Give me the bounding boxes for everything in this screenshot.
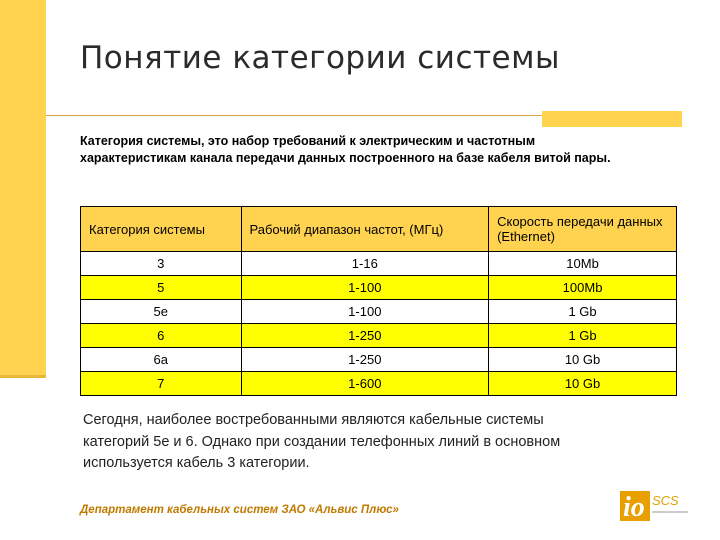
left-accent-bar-edge: [0, 375, 46, 378]
table-row: [81, 348, 677, 372]
definition-line: характеристикам канала передачи данных построенного на базе кабеля витой пары.: [80, 151, 611, 165]
cell-speed: 1 Gb: [489, 300, 677, 324]
cell-category: 6: [81, 324, 242, 348]
table-row: [81, 276, 677, 300]
header-frequency: Рабочий диапазон частот, (МГц): [241, 207, 489, 252]
cell-speed: 10 Gb: [489, 348, 677, 372]
left-accent-bar: [0, 0, 46, 378]
cell-frequency: 1-250: [241, 324, 489, 348]
header-category: Категория системы: [81, 207, 242, 252]
cell-frequency: 1-250: [241, 348, 489, 372]
table-row: [81, 372, 677, 396]
cell-speed: 1 Gb: [489, 324, 677, 348]
title-divider-accent: [542, 111, 682, 127]
summary-line: используется кабель 3 категории.: [83, 455, 310, 471]
category-table: [80, 206, 677, 396]
table-row: [81, 324, 677, 348]
table-row: [81, 252, 677, 276]
cell-frequency: 1-16: [241, 252, 489, 276]
header-speed: Скорость передачи данных (Ethernet): [489, 207, 677, 252]
cell-category: 7: [81, 372, 242, 396]
cell-category: 3: [81, 252, 242, 276]
cell-category: 5: [81, 276, 242, 300]
company-logo: [620, 487, 690, 523]
definition-line: Категория системы, это набор требований к электрическим и частотным: [80, 134, 536, 148]
summary-line: категорий 5е и 6. Однако при создании телефонных линий в основном: [83, 433, 561, 450]
summary-text: [83, 410, 643, 475]
title-divider: [46, 115, 616, 116]
cell-category: 6a: [81, 348, 242, 372]
definition-text: [80, 133, 690, 167]
page-title: Понятие категории системы: [80, 40, 560, 76]
cell-speed: 10 Gb: [489, 372, 677, 396]
table-row: [81, 300, 677, 324]
logo-main-text: io: [623, 492, 645, 523]
cell-frequency: 1-600: [241, 372, 489, 396]
table-header-row: [81, 207, 677, 252]
logo-sub-text: SCS: [652, 493, 679, 508]
cell-frequency: 1-100: [241, 276, 489, 300]
cell-frequency: 1-100: [241, 300, 489, 324]
cell-speed: 100Mb: [489, 276, 677, 300]
cell-speed: 10Mb: [489, 252, 677, 276]
summary-line: Сегодня, наиболее востребованными являются кабельные системы: [83, 412, 544, 428]
footer-department: Департамент кабельных систем ЗАО «Альвис Плюс»: [80, 504, 399, 516]
cell-category: 5e: [81, 300, 242, 324]
